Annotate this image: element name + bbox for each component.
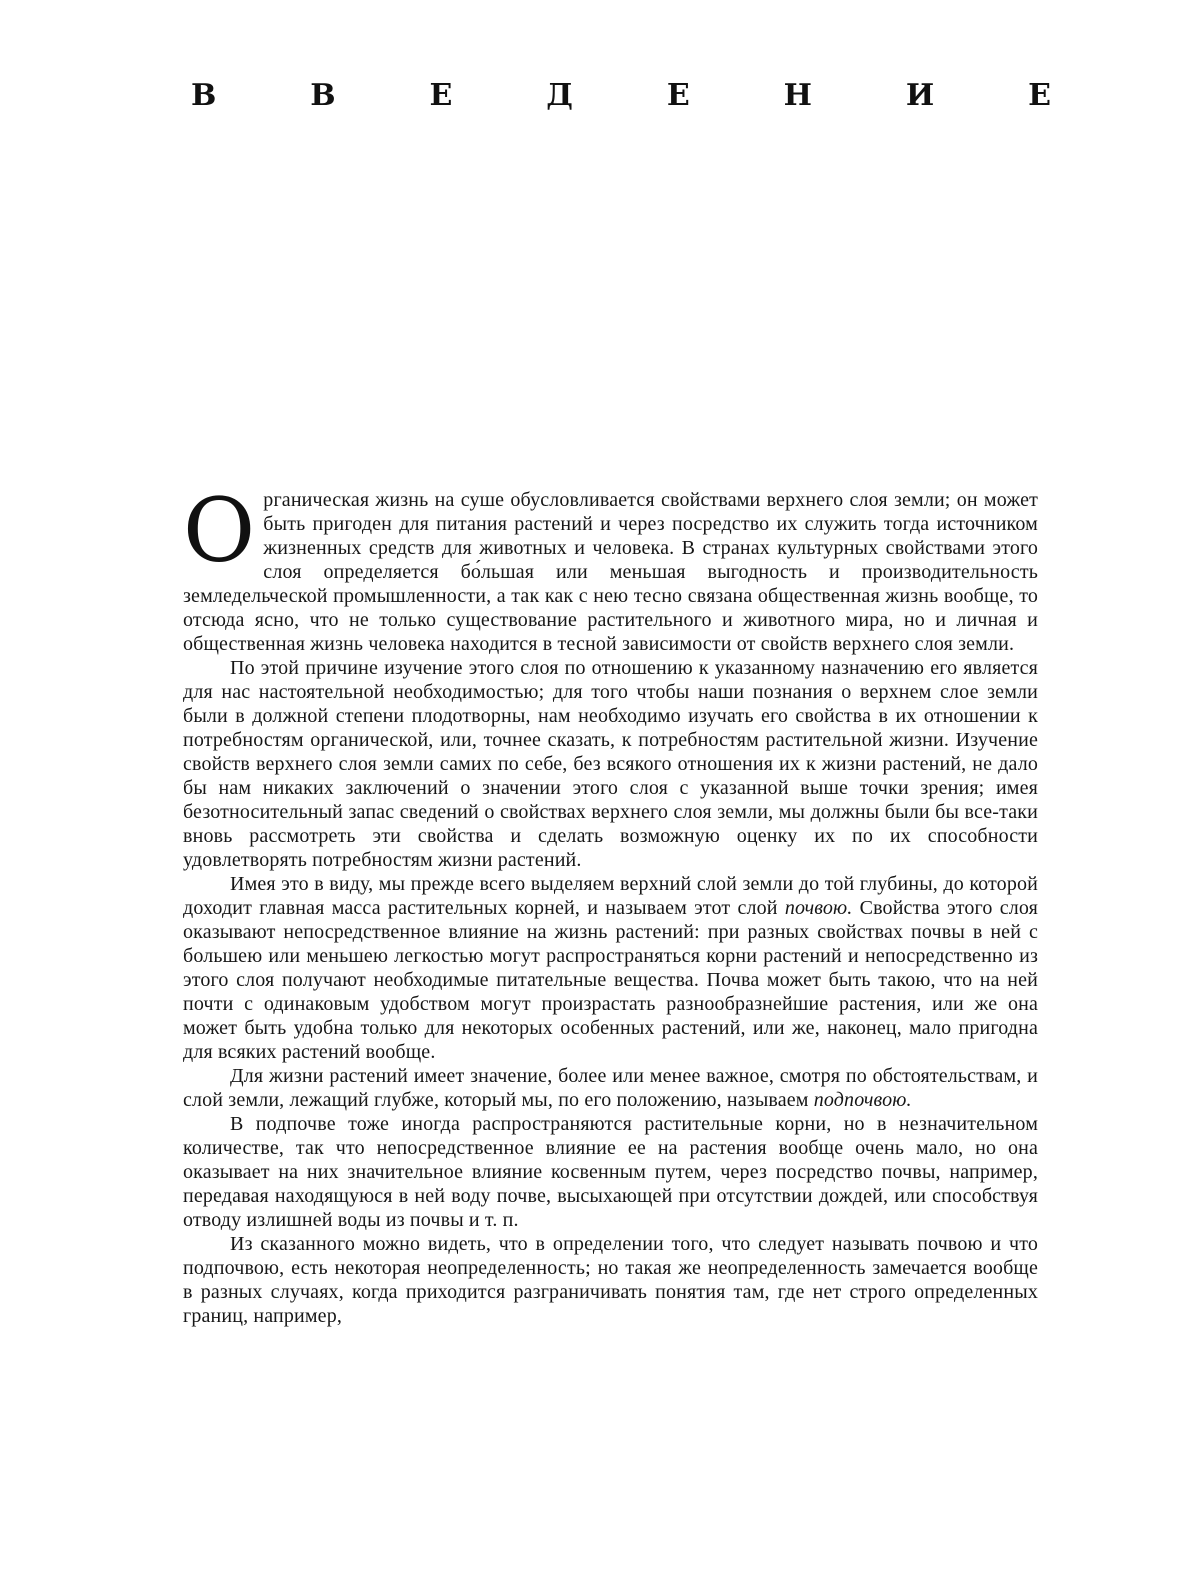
- heading-letter: Н: [783, 78, 812, 113]
- term-soil: почвою.: [784, 897, 853, 919]
- paragraph-3-text-after: Свойства этого слоя оказывают непосредственное влияние на жизнь растений: при разных свойствах почвы в ней с большею или меньшею легкостью могут распространяться корни растений и непосредственно из этого слоя получают необходимые питательные вещества. Почва может быть такою, что на ней почти с одинаковым удобством могут произрастать разнообразнейшие растения, или же она может быть удобна только для некоторых особенных растений, или же, наконец, мало пригодна для всяких растений вообще.: [183, 897, 1038, 1063]
- paragraph-2: По этой причине изучение этого слоя по отношению к указанному назначению его является для нас настоятельной необходимостью; для того чтобы наши познания о верхнем слое земли были в должной степени плодотворны, нам необходимо изучать его свойства в их отношении к потребностям органической, или, точнее сказать, к потребностям растительной жизни. Изучение свойств верхнего слоя земли самих по себе, без всякого отношения их к жизни растений, не дало бы нам никаких заключений о значении этого слоя с указанной выше точки зрения; имея безотносительный запас сведений о свойствах верхнего слоя земли, мы должны были бы все-таки вновь рассмотреть эти свойства и сделать возможную оценку их по их способности удовлетворять потребностям жизни растений.: [183, 657, 1038, 871]
- paragraph-1-text: рганическая жизнь на суше обусловливается свойствами верхнего слоя земли; он может быть пригоден для питания растений и через посредство их служить тогда источником жизненных средств для животных и человека. В странах культурных свойствами этого слоя определяется бо́льшая или меньшая выгодность и производительность земледельческой промышленности, а так как с нею тесно связана общественная жизнь вообще, то отсюда ясно, что не только существование растительного и животного мира, но и личная и общественная жизнь человека находится в тесной зависимости от свойств верхнего слоя земли.: [183, 489, 1038, 655]
- paragraph-6: Из сказанного можно видеть, что в определении того, что следует называть почвою и что подпочвою, есть некоторая неопределенность; но такая же неопределенность замечается вообще в разных случаях, когда приходится разграничивать понятия там, где нет строго определенных границ, например,: [183, 1233, 1038, 1327]
- paragraph-3-text-before: Имея это в виду, мы прежде всего выделяем верхний слой земли до той глубины, до которой доходит главная масса растительных корней, и называем этот слой: [183, 873, 1038, 919]
- term-subsoil: подпочвою.: [813, 1089, 912, 1111]
- chapter-body: [183, 479, 1038, 1328]
- heading-letter: Е: [429, 78, 453, 113]
- paragraph-4: [183, 1064, 1038, 1112]
- heading-letter: В: [310, 78, 336, 113]
- heading-letter: И: [905, 78, 935, 113]
- chapter-heading: [191, 78, 1051, 114]
- heading-letter: В: [191, 78, 217, 113]
- paragraph-4-text-before: Для жизни растений имеет значение, более или менее важное, смотря по обстоятельствам, и слой земли, лежащий глубже, который мы, по его положению, называем: [183, 1065, 1038, 1111]
- drop-cap: О: [183, 479, 256, 582]
- heading-letter: Е: [1028, 78, 1051, 113]
- paragraph-3: [183, 872, 1038, 1064]
- paragraph-5: В подпочве тоже иногда распространяются растительные корни, но в незначительном количестве, так что непосредственное влияние ее на растения вообще очень мало, но она оказывает на них значительное влияние косвенным путем, через посредство почвы, например, передавая находящуюся в ней воду почве, высыхающей при отсутствии дождей, или способствуя отводу излишней воды из почвы и т. п.: [183, 1113, 1038, 1231]
- heading-letter: Д: [546, 78, 573, 113]
- paragraph-1: [183, 479, 1038, 656]
- heading-letter: Е: [666, 78, 690, 113]
